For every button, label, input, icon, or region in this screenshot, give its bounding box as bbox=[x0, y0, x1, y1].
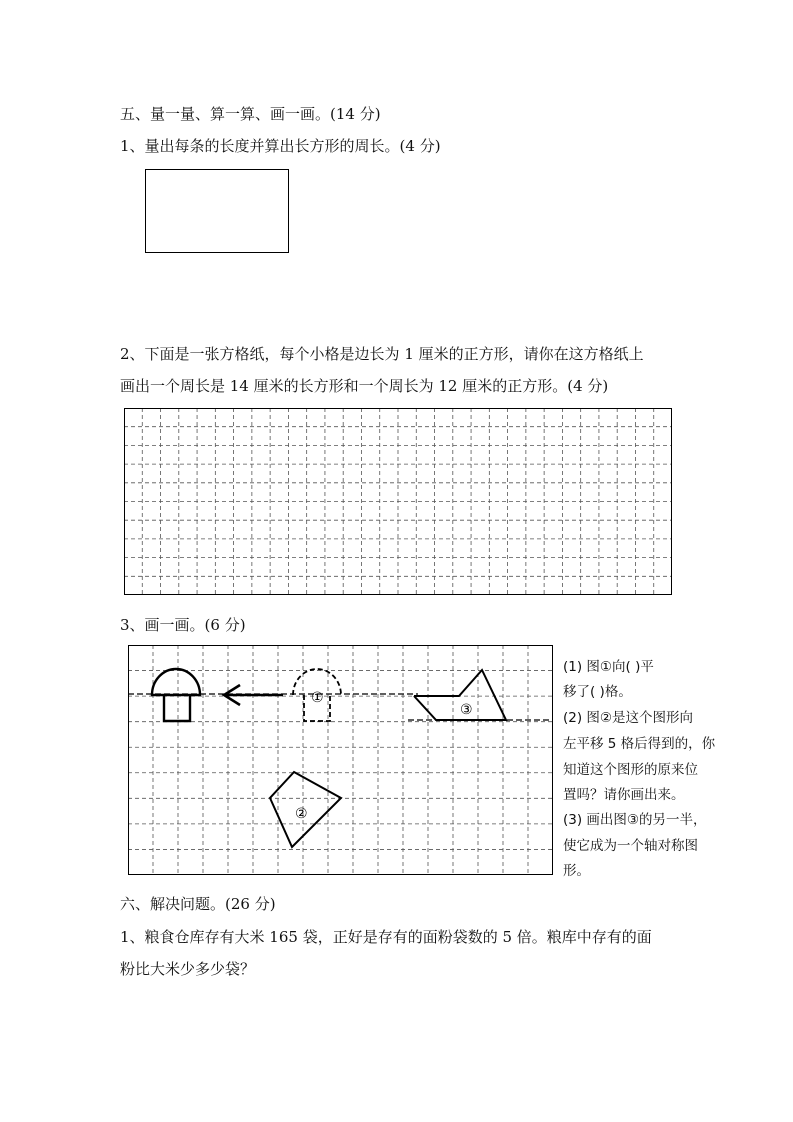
section6-heading: 六、解决问题。(26 分) bbox=[120, 895, 276, 913]
q3-side-line-9: 形。 bbox=[563, 863, 590, 879]
question-3-text: 3、画一画。(6 分) bbox=[120, 616, 246, 634]
problem-1-line1: 1、粮食仓库存有大米 165 袋，正好是存有的面粉袋数的 5 倍。粮库中存有的面 bbox=[120, 928, 652, 946]
drawing-grid-figures bbox=[128, 645, 553, 875]
question-2-line1: 2、下面是一张方格纸，每个小格是边长为 1 厘米的正方形，请你在这方格纸上 bbox=[120, 345, 644, 363]
q3-side-line-3: (2) 图②是这个图形向 bbox=[563, 710, 694, 726]
q3-side-line-8: 使它成为一个轴对称图 bbox=[563, 838, 698, 854]
grid-paper bbox=[124, 408, 672, 595]
grid-paper-lines bbox=[124, 408, 672, 595]
drawing-grid-lines bbox=[128, 645, 553, 875]
q3-side-line-1: (1) 图①向( )平 bbox=[563, 659, 654, 675]
measure-rectangle bbox=[145, 169, 289, 253]
q3-side-line-2: 移了( )格。 bbox=[563, 684, 632, 700]
question-1-text: 1、量出每条的长度并算出长方形的周长。(4 分) bbox=[120, 137, 441, 155]
figure-2-label: ② bbox=[295, 806, 308, 822]
question-2-line2: 画出一个周长是 14 厘米的长方形和一个周长为 12 厘米的正方形。(4 分) bbox=[120, 377, 609, 395]
figure-3-label: ③ bbox=[460, 702, 473, 718]
section5-heading: 五、量一量、算一算、画一画。(14 分) bbox=[120, 105, 381, 123]
q3-side-line-4: 左平移 5 格后得到的，你 bbox=[563, 736, 716, 752]
mushroom-shape bbox=[152, 669, 200, 721]
drawing-grid bbox=[128, 645, 553, 875]
q3-side-line-6: 置吗？请你画出来。 bbox=[563, 787, 685, 803]
problem-1-line2: 粉比大米少多少袋？ bbox=[120, 960, 256, 978]
figure-1-label: ① bbox=[311, 690, 324, 706]
q3-side-line-7: (3) 画出图③的另一半， bbox=[563, 812, 707, 828]
q3-side-line-5: 知道这个图形的原来位 bbox=[563, 762, 698, 778]
